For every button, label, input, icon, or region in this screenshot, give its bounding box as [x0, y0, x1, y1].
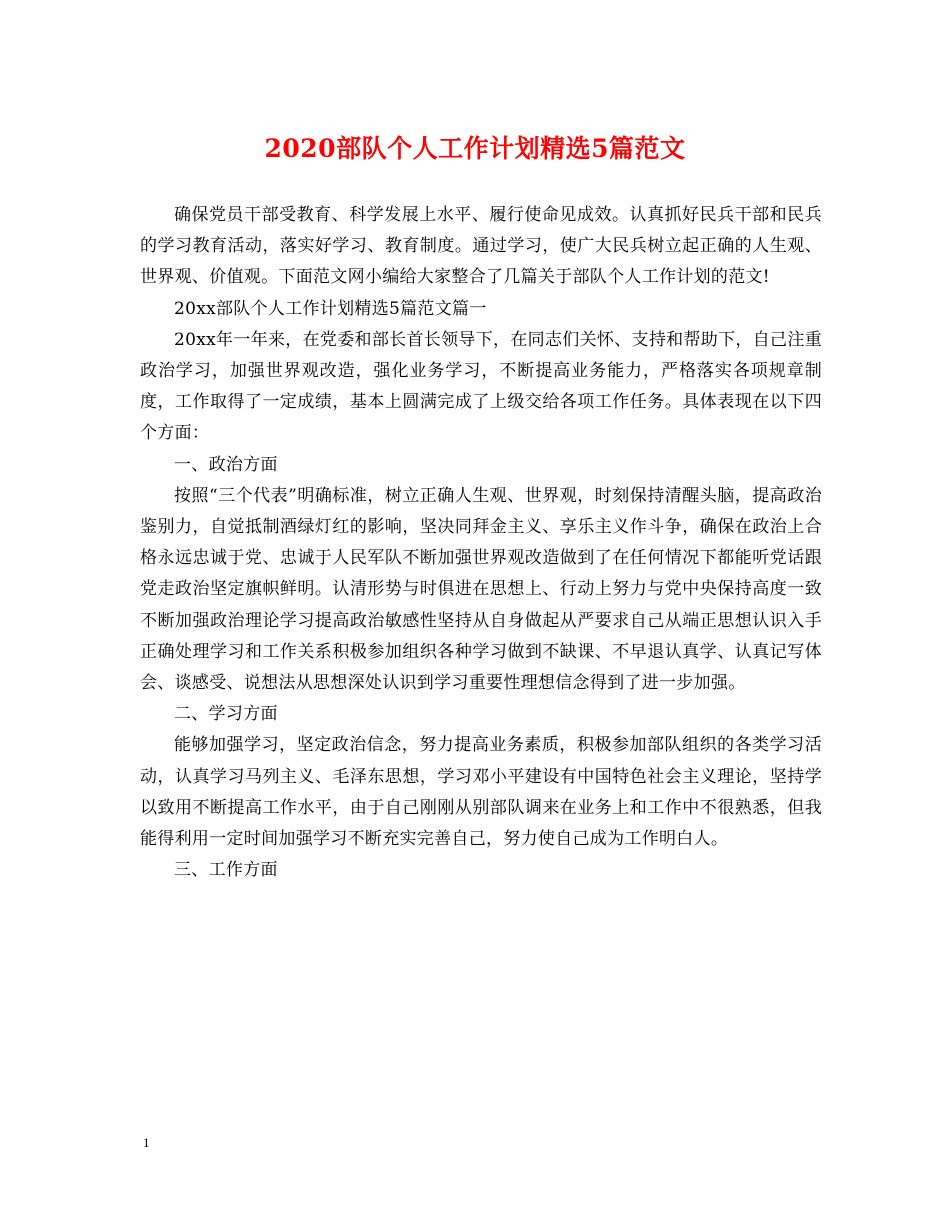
paragraph-politics: 按照“三个代表”明确标准，树立正确人生观、世界观，时刻保持清醒头脑，提高政治鉴别力，自觉抵制酒绿灯红的影响，坚决同拜金主义、享乐主义作斗争，确保在政治上合格永远忠诚于党、忠诚于人民军队不断加强世界观改造做到了在任何情况下都能听党话跟党走政治坚定旗帜鲜明。认清形势与时俱进在思想上、行动上努力与党中央保持高度一致不断加强政治理论学习提高政治敏感性坚持从自身做起从严要求自己从端正思想认识入手正确处理学习和工作关系积极参加组织各种学习做到不缺课、不早退认真学、认真记写体会、谈感受、说想法从思想深处认识到学习重要性理想信念得到了进一步加强。: [140, 485, 822, 694]
document-body: [140, 200, 822, 886]
document-title: 2020部队个人工作计划精选5篇范文: [264, 134, 686, 163]
paragraph-heading-work: 三、工作方面: [174, 860, 278, 881]
page-number: 1: [143, 1135, 150, 1150]
paragraph-section-heading: 20xx部队个人工作计划精选5篇范文篇一: [174, 298, 487, 319]
paragraph-summary: 20xx年一年来，在党委和部长首长领导下，在同志们关怀、支持和帮助下，自己注重政治学习，加强世界观改造，强化业务学习，不断提高业务能力，严格落实各项规章制度，工作取得了一定成绩，基本上圆满完成了上级交给各项工作任务。具体表现在以下四个方面：: [140, 329, 822, 444]
paragraph-study: 能够加强学习，坚定政治信念，努力提高业务素质，积极参加部队组织的各类学习活动，认真学习马列主义、毛泽东思想，学习邓小平建设有中国特色社会主义理论，坚持学以致用不断提高工作水平，由于自己刚刚从别部队调来在业务上和工作中不很熟悉，但我能得利用一定时间加强学习不断充实完善自己，努力使自己成为工作明白人。: [140, 735, 822, 850]
paragraph-heading-study: 二、学习方面: [174, 704, 278, 725]
paragraph-heading-politics: 一、政治方面: [174, 454, 278, 475]
paragraph-intro: 确保党员干部受教育、科学发展上水平、履行使命见成效。认真抓好民兵干部和民兵的学习教育活动，落实好学习、教育制度。通过学习，使广大民兵树立起正确的人生观、世界观、价值观。下面范文网小编给大家整合了几篇关于部队个人工作计划的范文!: [140, 205, 822, 288]
